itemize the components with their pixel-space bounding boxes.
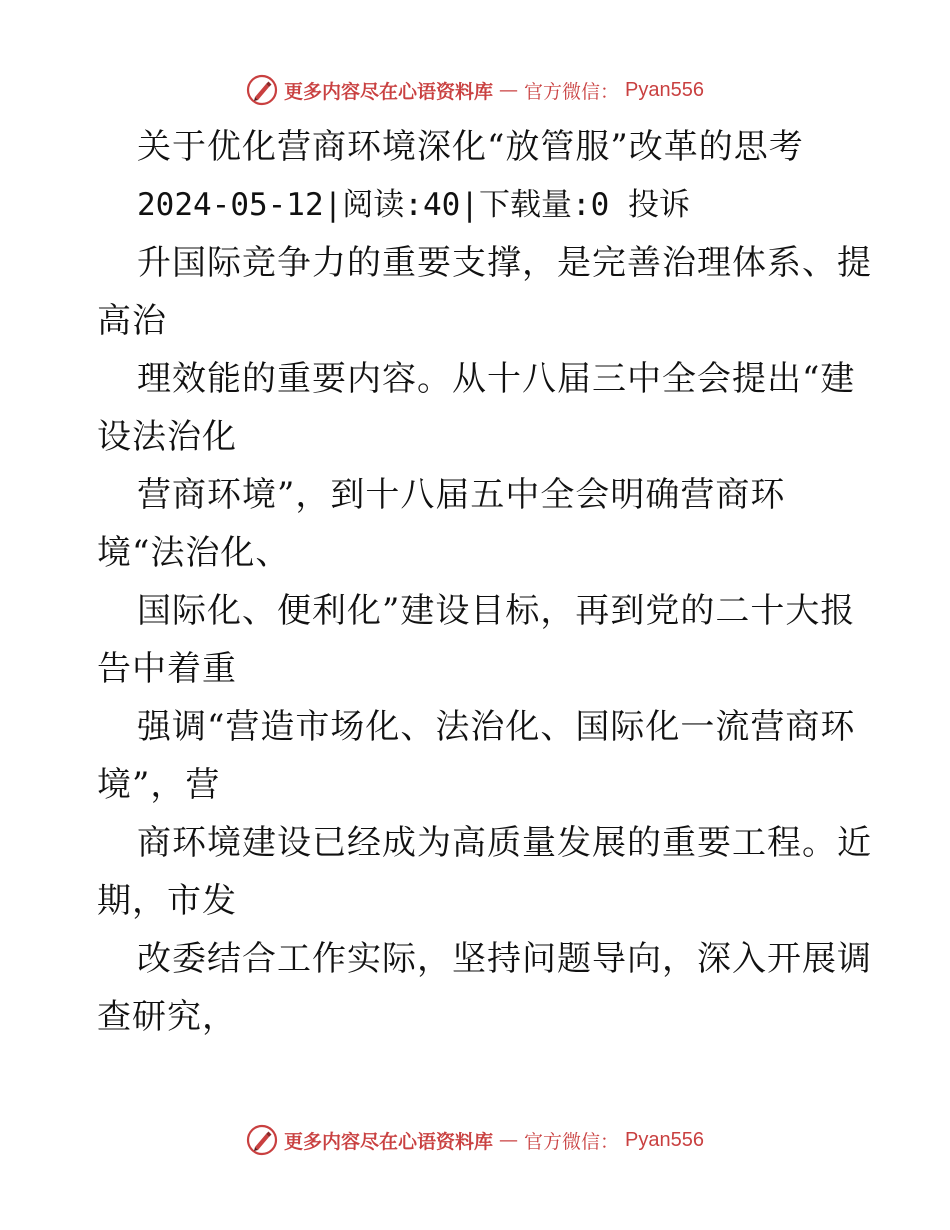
body-line: 设法治化 — [97, 417, 237, 457]
document-title: 关于优化营商环境深化“放管服”改革的思考 — [137, 127, 804, 167]
banner-wechat-id: Pyan556 — [625, 78, 704, 101]
body-line: 升国际竞争力的重要支撑，是完善治理体系、提 — [137, 243, 872, 283]
body-line: 强调“营造市场化、法治化、国际化一流营商环 — [137, 707, 856, 747]
body-line: 境“法治化、 — [97, 533, 291, 573]
top-watermark-banner — [0, 70, 950, 110]
body-line: 国际化、便利化”建设目标，再到党的二十大报 — [137, 591, 856, 631]
banner-wechat-id: Pyan556 — [625, 1128, 704, 1151]
pen-logo-icon — [246, 1124, 278, 1156]
body-line: 高治 — [97, 301, 167, 341]
pen-logo-icon — [246, 74, 278, 106]
banner-text: 更多内容尽在心语资料库 — [284, 1130, 494, 1153]
banner-wechat-label: 官方微信： — [524, 80, 620, 103]
body-line: 营商环境”，到十八届五中全会明确营商环 — [137, 475, 786, 515]
banner-content — [246, 74, 704, 106]
document-meta: 2024-05-12|阅读:40|下载量:0 投诉 — [137, 187, 690, 223]
bottom-watermark-banner — [0, 1120, 950, 1160]
body-line: 商环境建设已经成为高质量发展的重要工程。近 — [137, 823, 872, 863]
document-body — [97, 118, 872, 1046]
banner-separator: — — [499, 79, 519, 101]
body-line: 告中着重 — [97, 649, 237, 689]
body-line: 查研究， — [97, 997, 237, 1037]
body-line: 境”，营 — [97, 765, 221, 805]
body-line: 改委结合工作实际，坚持问题导向，深入开展调 — [137, 939, 872, 979]
banner-text: 更多内容尽在心语资料库 — [284, 80, 494, 103]
banner-content — [246, 1124, 704, 1156]
body-line: 理效能的重要内容。从十八届三中全会提出“建 — [137, 359, 856, 399]
banner-wechat-label: 官方微信： — [524, 1130, 620, 1153]
banner-separator: — — [499, 1129, 519, 1151]
body-line: 期，市发 — [97, 881, 237, 921]
